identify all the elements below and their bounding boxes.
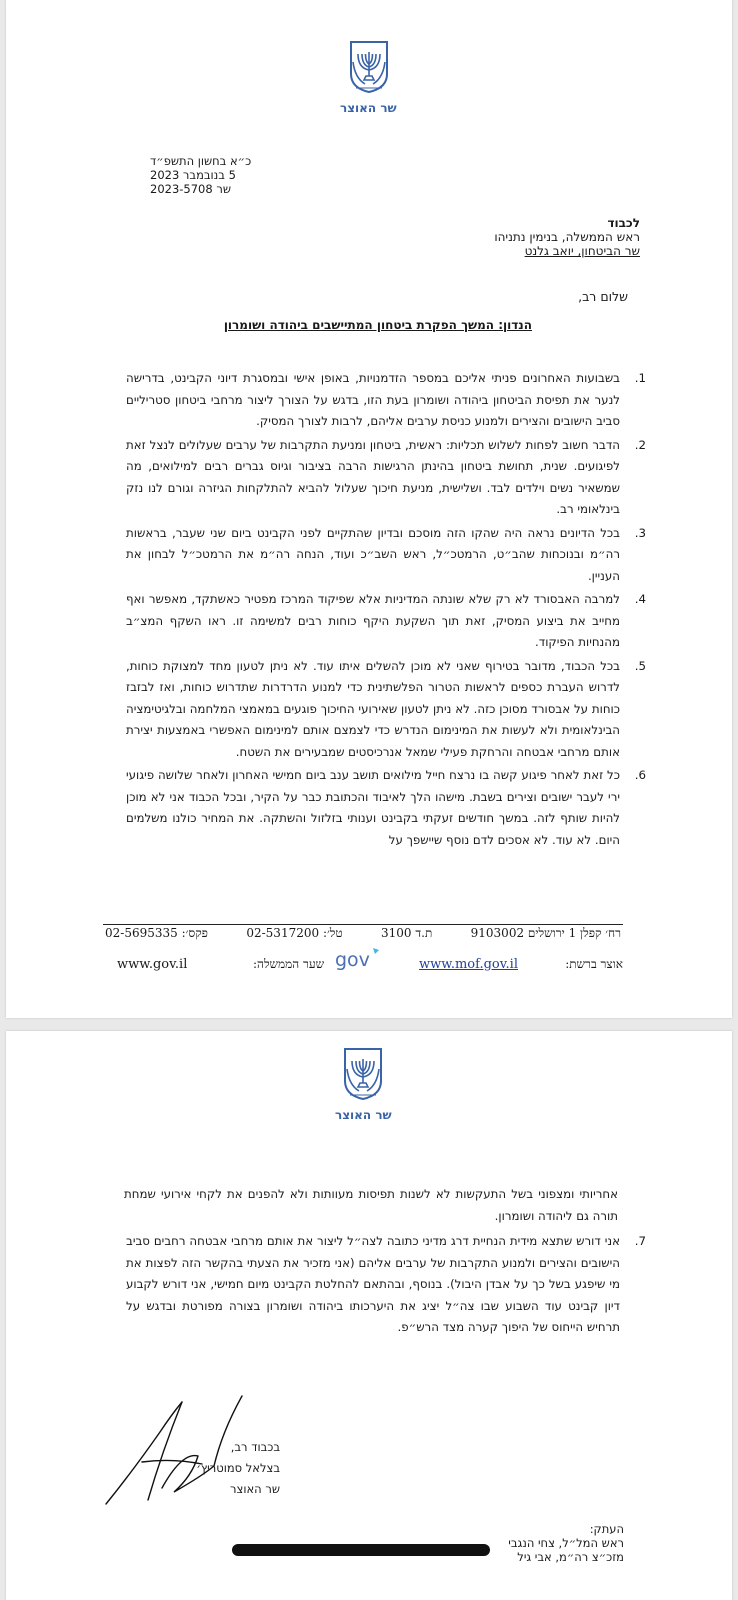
reference-number: שר 2023-5708 <box>150 182 231 196</box>
paragraph-text: אני דורש שתצא מידית הנחיית דרג מדיני כתובה לצה״ל ליצור את אותם מרחבי אבטחה רחבים סביב הישובים והצירים ולמנוע התקרבות של ערבים אליהם (אני מזכיר את הצעתי בהקשר הזה לפצות את מי שיפגע בשל כך על אבדן היבול). בנוסף, ובהתאם להחלטת הקבינט מיום חמישי, אני דורש לקבוע דיון קבינט עוד השבוע שבו צה״ל יציג את היערכותו ביהודה ושומרון בצורה מפורטת ובדגש על תרחיש הייחוס של היפוך קערה מצד הרש״פ. <box>126 1234 620 1334</box>
date-block <box>150 154 270 196</box>
paragraph-number: 5. <box>634 658 646 673</box>
paragraph <box>126 589 646 654</box>
gov-logo-text: gov <box>335 949 370 971</box>
gregorian-date: 5 בנובמבר 2023 <box>150 168 236 182</box>
paragraph <box>126 523 646 588</box>
recipients-block <box>340 216 640 258</box>
paragraph-text: בשבועות האחרונים פניתי אליכם במספר הזדמנויות, באופן אישי ובמסגרת דיוני הקבינט, בדרישה לנער את תפיסת הביטחון ביהודה ושומרון בעת הזו, בדגש על הצורך ליצור מרחבי ביטחון סטריליים סביב הישובים והצירים ולמנוע כניסת ערבים אליהם, לרבות לצורך המסיק. <box>126 371 620 428</box>
paragraph-text: בכל הכבוד, מדובר בטירוף שאני לא מוכן להשלים איתו עוד. לא ניתן לטעון מחד למצוקת כוחות, לדרוש העברת כספים לראשות הטרור הפלשתינית כדי למנוע הדרדרות שתדרוש כוחות, ואז לבזבז כוחות על אבסורד מסוכן כזה. לא ניתן לטעון שאירועי החיכוך פוגעים במאמצי המלחמה ובלגיטימציה הבינלאומית ולא לעשות את המינימום הנדרש כדי לצמצם אותם למינימום האפשרי באמצעות יצירת אותם מרחבי אבטחה והרחקת פעילי שמאל אנרכיסטים שמבעירים את השטח. <box>126 658 620 759</box>
paragraph <box>126 656 646 764</box>
ministry-title: שר האוצר <box>335 1108 392 1122</box>
state-emblem-icon <box>347 40 391 94</box>
paragraph <box>126 765 646 851</box>
recipient-defense: שר הביטחון, יואב גלנט <box>524 244 640 258</box>
cc-block <box>384 1522 624 1564</box>
footer-address <box>103 926 623 941</box>
redaction-bar <box>232 1544 490 1556</box>
paragraph-number: 3. <box>634 525 646 540</box>
signer-title: שר האוצר <box>230 1482 280 1496</box>
paragraph <box>126 368 646 433</box>
paragraph-number: 6. <box>634 768 646 782</box>
gov-portal-label: שער הממשלה: <box>253 957 325 971</box>
cc-recipient: ראש המל״ל, צחי הנגבי <box>508 1536 624 1550</box>
paragraph-text: כל זאת לאחר פיגוע קשה בו נרצח חייל מילואים תושב ענב ביום חמישי האחרון ולאחר שלושה פיגועי ירי לעבר ישובים וצירים בשבת. מישהו הלך לאיבוד והכתובת כבר על הקיר, ובכל הכבוד אני לא מוכן להיות שותף לזה. במשך חודשים זעקתי בקבינט וענותי בזלזול והשתקה. את המחיר כולנו משלמים היום. לא עוד. לא אסכים לדם נוסף שיישפך על <box>126 768 620 847</box>
paragraph <box>126 435 646 521</box>
closing-block <box>160 1437 280 1500</box>
address-phone: טל׳: 02-5317200 <box>246 926 343 940</box>
continuation-text: אחריותי ומצפוני בשל התעקשות לא לשנות תפיסות מעוותות ולא להפנים את לקחי אירועי שמחת תורה גם ליהודה ושומרון. <box>124 1187 618 1223</box>
paragraph <box>126 1231 646 1339</box>
address-fax: פקס׳: 02-5695335 <box>105 926 208 940</box>
gov-logo-icon <box>335 946 385 972</box>
footer-divider <box>103 924 623 925</box>
hebrew-date: כ״א בחשון התשפ״ד <box>150 154 252 168</box>
subject-line: הנדון: המשך הפקרת ביטחון המתיישבים ביהודה ושומרון <box>223 318 532 332</box>
paragraph-number: 7. <box>634 1234 646 1248</box>
paragraph-number: 2. <box>634 437 646 452</box>
paragraph-text: בכל הדיונים נראה היה שהקו הזה מוסכם ובדיון שהתקיים לפני הקבינט ביום שני שעבר, בראשות רה״מ ובנוכחות שהב״ט, הרמטכ״ל, ראש השב״כ ועוד, הנחה רה״מ את הרמטכ״ל לבחון את העניין. <box>126 525 620 583</box>
state-emblem-icon <box>341 1047 385 1101</box>
paragraph-text: הדבר חשוב לפחות לשלוש תכליות: ראשית, ביטחון ומניעת התקרבות של ערבים שעלולים לנצל זאת לפיגועים. שנית, תחושת ביטחון בהינתן הרגישות הרבה בציבור וגיוס גברים רבים למילואים, מה שמשאיר נשים וילדים לבד. ושלישית, מניעת חיכוך שעלול להביא להתלקחות הגיזרה וגורם לנו נזק בינלאומי רב. <box>126 437 620 516</box>
signer-name: בצלאל סמוטריץ׳ <box>196 1461 280 1475</box>
paragraph-number: 1. <box>634 371 646 385</box>
mof-site-link[interactable]: www.mof.gov.il <box>418 957 518 972</box>
closing-salutation: בכבוד רב, <box>230 1440 280 1454</box>
greeting: שלום רב, <box>578 289 628 304</box>
recipient-pm: ראש הממשלה, בנימין נתניהו <box>494 230 640 244</box>
paragraph-number: 4. <box>634 592 646 606</box>
address-pobox: ת.ד 3100 <box>381 926 433 940</box>
body-paragraphs <box>126 368 646 853</box>
address-street: רח׳ קפלן 1 ירושלים 9103002 <box>470 926 621 940</box>
gov-site-text: www.gov.il <box>117 957 188 972</box>
cc-header: העתק: <box>589 1522 624 1536</box>
ministry-title: שר האוצר <box>340 101 397 115</box>
paragraph-text: למרבה האבסורד לא רק שלא שונתה המדיניות אלא שפיקוד המרכז מפטיר כאשתקד, מאפשר ואף מחייב את ביצוע המסיק, זאת תוך השקעת היקף כוחות רבים למשימה זו. ראו השקף המצ״ב מהנחיות הפיקוד. <box>126 592 620 649</box>
mof-online-label: אוצר ברשת: <box>565 957 623 971</box>
cc-recipient: מזכ״צ רה״מ, אבי גיל <box>517 1550 624 1564</box>
recipients-header: לכבוד <box>607 216 640 230</box>
